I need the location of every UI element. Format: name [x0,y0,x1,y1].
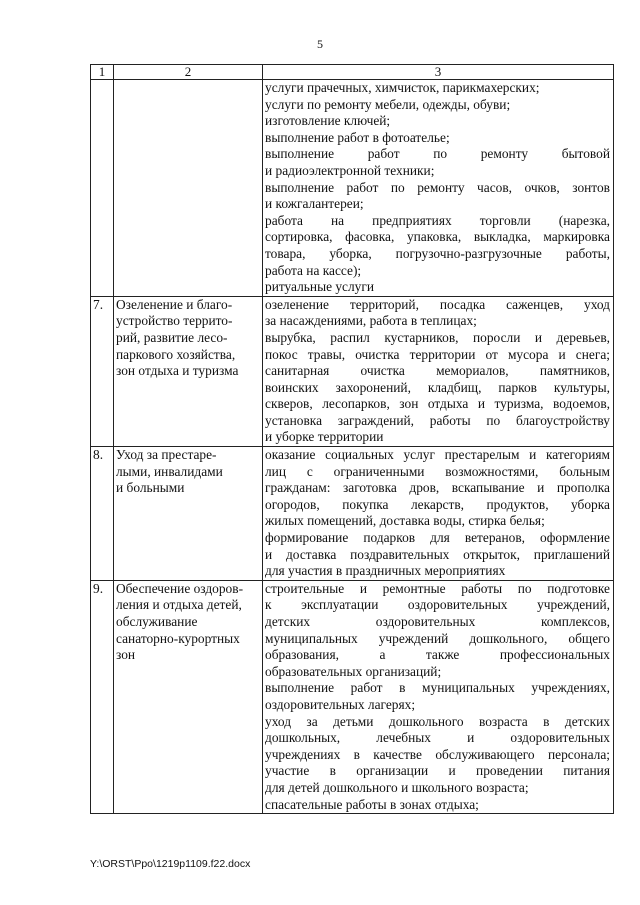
description-line: выполнение работ в муниципальных учреждениях, [265,680,610,696]
table-row [91,580,614,813]
description-line: к эксплуатации оздоровительных учреждений, [265,597,610,613]
row-title-line: Озеленение и благо- [116,296,233,312]
description-line: для участия в праздничных мероприятиях [265,563,506,579]
description-line: работа на предприятиях торговли (нарезка, [265,212,610,228]
description-line: детских оздоровительных комплексов, [265,614,610,629]
description-line: услуги прачечных, химчисток, парикмахерских; [265,80,540,95]
description-line: изготовление ключей; [265,113,391,129]
row-number: 8. [91,447,114,581]
row-title-line: Обеспечение оздоров- [116,580,244,596]
row-description [263,447,614,581]
description-line: выполнение работ по ремонту часов, очков, зонтов [265,179,610,195]
description-line: учреждениях в качестве обслуживающего персонала; [265,746,610,762]
row-title-line: обслуживание [116,614,198,629]
description-line: и уборке территории [265,429,384,445]
description-line: лиц с ограниченными возможностями, больным [265,463,610,479]
description-line: скверов, лесопарков, зон отдыха и туризма, водоемов, [265,396,610,412]
description-line: за насаждениями, работа в теплицах; [265,313,477,329]
description-line: формирование подарков для ветеранов, оформление [265,530,610,546]
row-title-line: лыми, инвалидами [116,463,223,479]
description-line: жилых помещений, доставка воды, стирка белья; [265,513,545,529]
row-title [114,296,263,446]
description-line: санитарная очистка мемориалов, памятников, [265,363,610,379]
description-line: строительные и ремонтные работы по подготовке [265,580,610,596]
table-header-row [91,65,614,80]
description-line: сортировка, фасовка, упаковка, выкладка, маркировка [265,229,610,245]
description-line: выполнение работ в фотоателье; [265,129,450,145]
activities-table [90,64,614,814]
description-line: и кожгалантереи; [265,196,364,212]
description-line: вырубка, распил кустарников, поросли и деревьев, [265,329,610,345]
table-row [91,296,614,446]
row-description [263,80,614,297]
row-description [263,296,614,446]
description-line: воинских захоронений, кладбищ, парков культуры, [265,379,610,395]
row-title-line: зон отдыха и туризма [116,363,239,379]
description-line: и радиоэлектронной техники; [265,162,435,178]
description-line: ритуальные услуги [265,279,375,295]
description-line: услуги по ремонту мебели, одежды, обуви; [265,96,511,112]
row-title [114,80,263,297]
description-line: и доставка поздравительных открыток, приглашений [265,546,610,562]
page-number: 5 [317,37,323,51]
row-title [114,447,263,581]
description-line: спасательные работы в зонах отдыха; [265,796,479,812]
description-line: товара, уборка, погрузочно-разгрузочные работы, [265,245,610,261]
description-line: покос травы, очистка территории от мусора и снега; [265,346,610,362]
description-line: муниципальных учреждений дошкольного, общего [265,630,610,646]
description-line: озеленение территорий, посадка саженцев, уход [265,296,610,312]
description-line: огородов, покупка лекарств, продуктов, уборка [265,496,610,512]
row-title-line: Уход за престаре- [116,447,217,463]
row-title-line: устройство террито- [116,313,233,329]
header-cell-1: 1 [91,65,114,80]
row-number: 9. [91,580,114,813]
header-cell-3: 3 [263,65,614,80]
description-line: оказание социальных услуг престарелым и категориям [265,447,610,463]
header-cell-2: 2 [114,65,263,80]
row-title-line: ления и отдыха детей, [116,597,242,613]
row-title [114,580,263,813]
file-path-footer: Y:\ORST\Ppo\1219p1109.f22.docx [90,858,251,870]
description-line: участие в организации и проведении питания [265,763,610,779]
table-row [91,80,614,297]
table-row [91,447,614,581]
row-title-line: и больными [116,480,185,496]
description-line: дошкольных, лечебных и оздоровительных [265,730,610,746]
row-title-line: паркового хозяйства, [116,346,236,362]
description-line: образования, а также профессиональных [265,647,610,663]
row-title-line: санаторно-курортных [116,630,240,646]
row-number: 7. [91,296,114,446]
row-title-line: рий, развитие лесо- [116,329,228,345]
description-line: уход за детьми дошкольного возраста в детских [265,713,610,729]
row-title-line: зон [116,647,136,663]
description-line: выполнение работ по ремонту бытовой [265,146,610,162]
description-line: работа на кассе); [265,262,362,278]
row-description [263,580,614,813]
description-line: образовательных организаций; [265,663,442,679]
description-line: установка заграждений, работы по благоустройству [265,412,610,428]
row-number [91,80,114,297]
description-line: для детей дошкольного и школьного возраста; [265,779,529,795]
description-line: гражданам: заготовка дров, вскапывание и прополка [265,480,610,496]
description-line: оздоровительных лагерях; [265,696,416,712]
